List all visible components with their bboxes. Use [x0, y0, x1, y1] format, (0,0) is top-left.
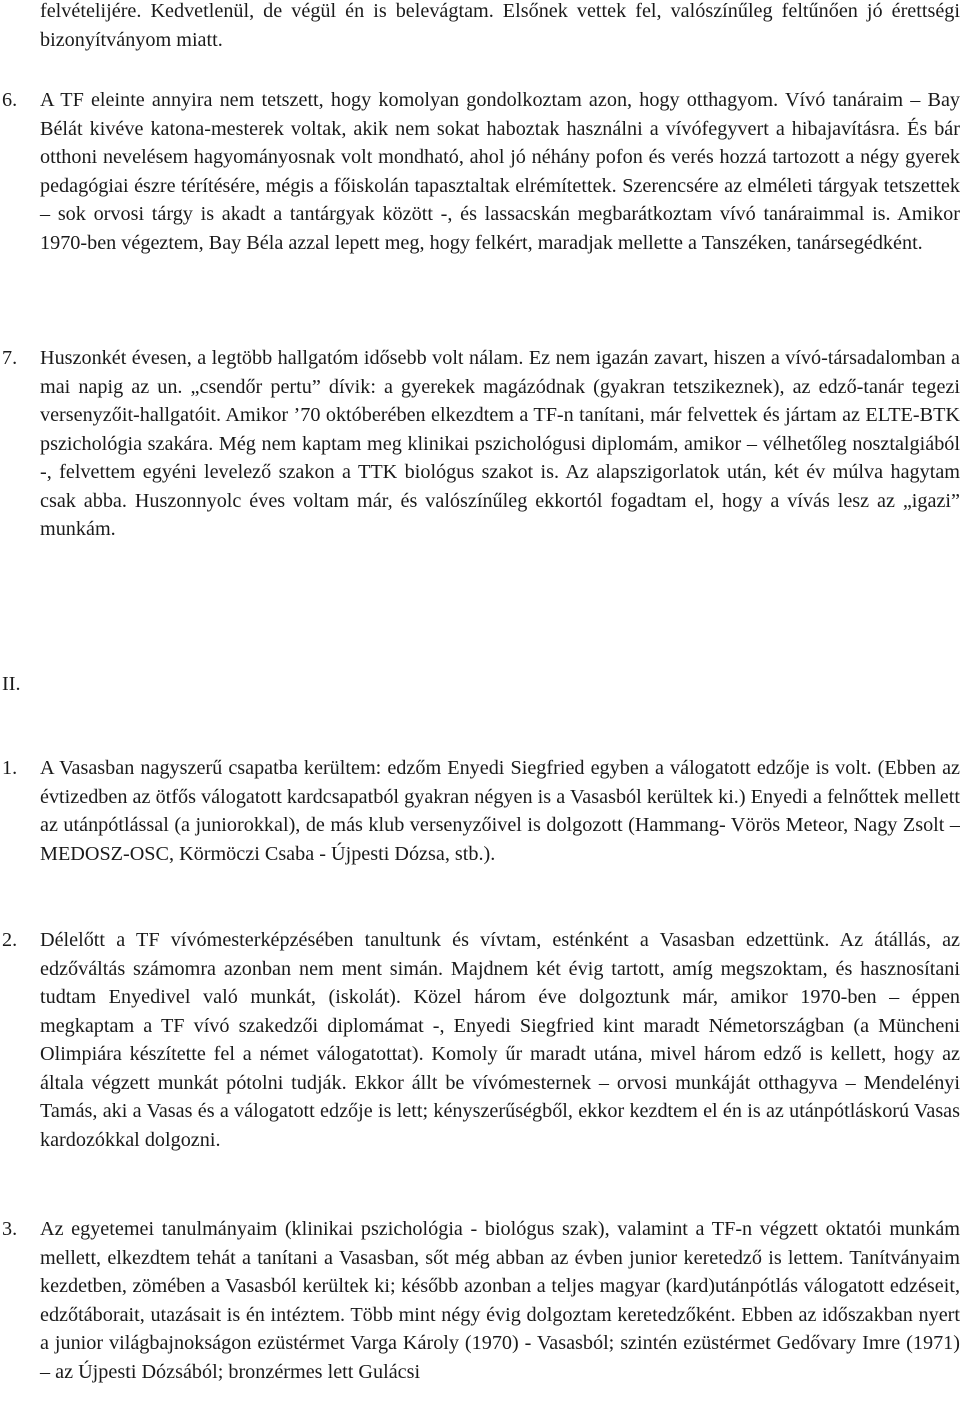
item-text: A Vasasban nagyszerű csapatba kerültem: edzőm Enyedi Siegfried egyben a válogatott edzője is volt. (Ebben az évtizedben az ötfős válogatott kardcsapatból gyakran négyen is a Vasasból kerültek ki.) Enyedi a felnőttek mellett az utánpótlással (a juniorokkal), de más klub versenyzőivel is dolgozott (Hammang- Vörös Meteor, Nagy Zsolt –MEDOSZ-OSC, Körmöczi Csaba - Újpesti Dózsa, stb.).: [40, 757, 960, 865]
item-text: A TF eleinte annyira nem tetszett, hogy komolyan gondolkoztam azon, hogy otthagyom. Vívó tanáraim – Bay Bélát kivéve katona-mesterek voltak, akik nem sokat haboztak használni a vívófegyvert a hibajavításra. És bár otthoni nevelésem hagyományosnak volt mondható, ahol jó néhány pofon és verés hozzá tartozott a négy gyerek pedagógiai észre térítésére, mégis a főiskolán tapasztaltak elrémítettek. Szerencsére az elméleti tárgyak tetszettek – sok orvosi tárgy is akadt a tantárgyak között -, és lassacskán megbarátkoztam vívó tanáraimmal is. Amikor 1970-ben végeztem, Bay Béla azzal lepett meg, hogy felkért, maradjak mellette a Tanszéken, tanársegédként.: [40, 89, 960, 254]
item-text: Délelőtt a TF vívómesterképzésében tanultunk és vívtam, esténként a Vasasban edzettünk. Az átállás, az edzőváltás számomra azonban nem ment simán. Majdnem két évig tartott, amíg megszoktam, és hasznosítani tudtam Enyedivel való munkát, (iskolát). Közel három éve dolgoztunk már, amikor 1970-ben – éppen megkaptam a TF vívó szakedzői diplomámat -, Enyedi Siegfried kint maradt Németországban (a Müncheni Olimpiára készítette fel a német válogatottat). Komoly űr maradt utána, mivel három edző is kellett, hogy az általa végzett munkát pótolni tudják. Ekkor állt be vívómesternek – orvosi munkáját otthagyva – Mendelényi Tamás, aki a Vasas és a válogatott edzője is lett; kényszerűségből, ekkor kezdtem el én is az utánpótláskorú Vasas kardozókkal dolgozni.: [40, 929, 960, 1151]
item-number: 7.: [2, 347, 18, 369]
item-text: Az egyetemei tanulmányaim (klinikai pszichológia - biológus szak), valamint a TF-n végzett oktatói munkám mellett, elkezdtem tehát a tanítani a Vasasban, sőt még abban az évben junior keretedző is lettem. Tanítványaim kezdetben, zömében a Vasasból kerültek ki; később azonban a teljes magyar (kard)utánpótlás válogatott edzéseit, edzőtáborait, utazásait is én intéztem. Több mint négy évig dolgoztam keretedzőként. Ebben az időszakban nyert a junior világbajnokságon ezüstérmet Varga Károly (1970) - Vasasból; szintén ezüstérmet Gedővary Imre (1971) – az Újpesti Dózsából; bronzérmes lett Gulácsi: [40, 1218, 960, 1383]
section-heading: II.: [2, 673, 21, 695]
item-number: 1.: [2, 757, 18, 779]
continuation-text: felvételijére. Kedvetlenül, de végül én is belevágtam. Elsőnek vettek fel, valószínűleg feltűnően jó érettségi bizonyítványom miatt.: [40, 0, 960, 51]
item-number: 6.: [2, 89, 18, 111]
item-text: Huszonkét évesen, a legtöbb hallgatóm idősebb volt nálam. Ez nem igazán zavart, hiszen a vívó-társadalomban a mai napig az un. „csendőr pertu” dívik: a gyerekek magázódnak (gyakran tetszikeznek), az edző-tanár tegezi versenyzőit-hallgatóit. Amikor ’70 októberében elkezdtem a TF-n tanítani, már felvettek és jártam az ELTE-BTK pszichológia szakára. Még nem kaptam meg klinikai pszichológusi diplomám, amikor – vélhetőleg nosztalgiából -, felvettem egyéni levelező szakon a TTK biológus szakot is. Az alapszigorlatok után, két év múlva hagytam csak abba. Huszonnyolc éves voltam már, és valószínűleg ekkortól fogadtam el, hogy a vívás lesz az „igazi” munkám.: [40, 347, 960, 540]
item-number: 2.: [2, 929, 18, 951]
item-number: 3.: [2, 1218, 18, 1240]
continuation-paragraph: [40, 0, 960, 54]
